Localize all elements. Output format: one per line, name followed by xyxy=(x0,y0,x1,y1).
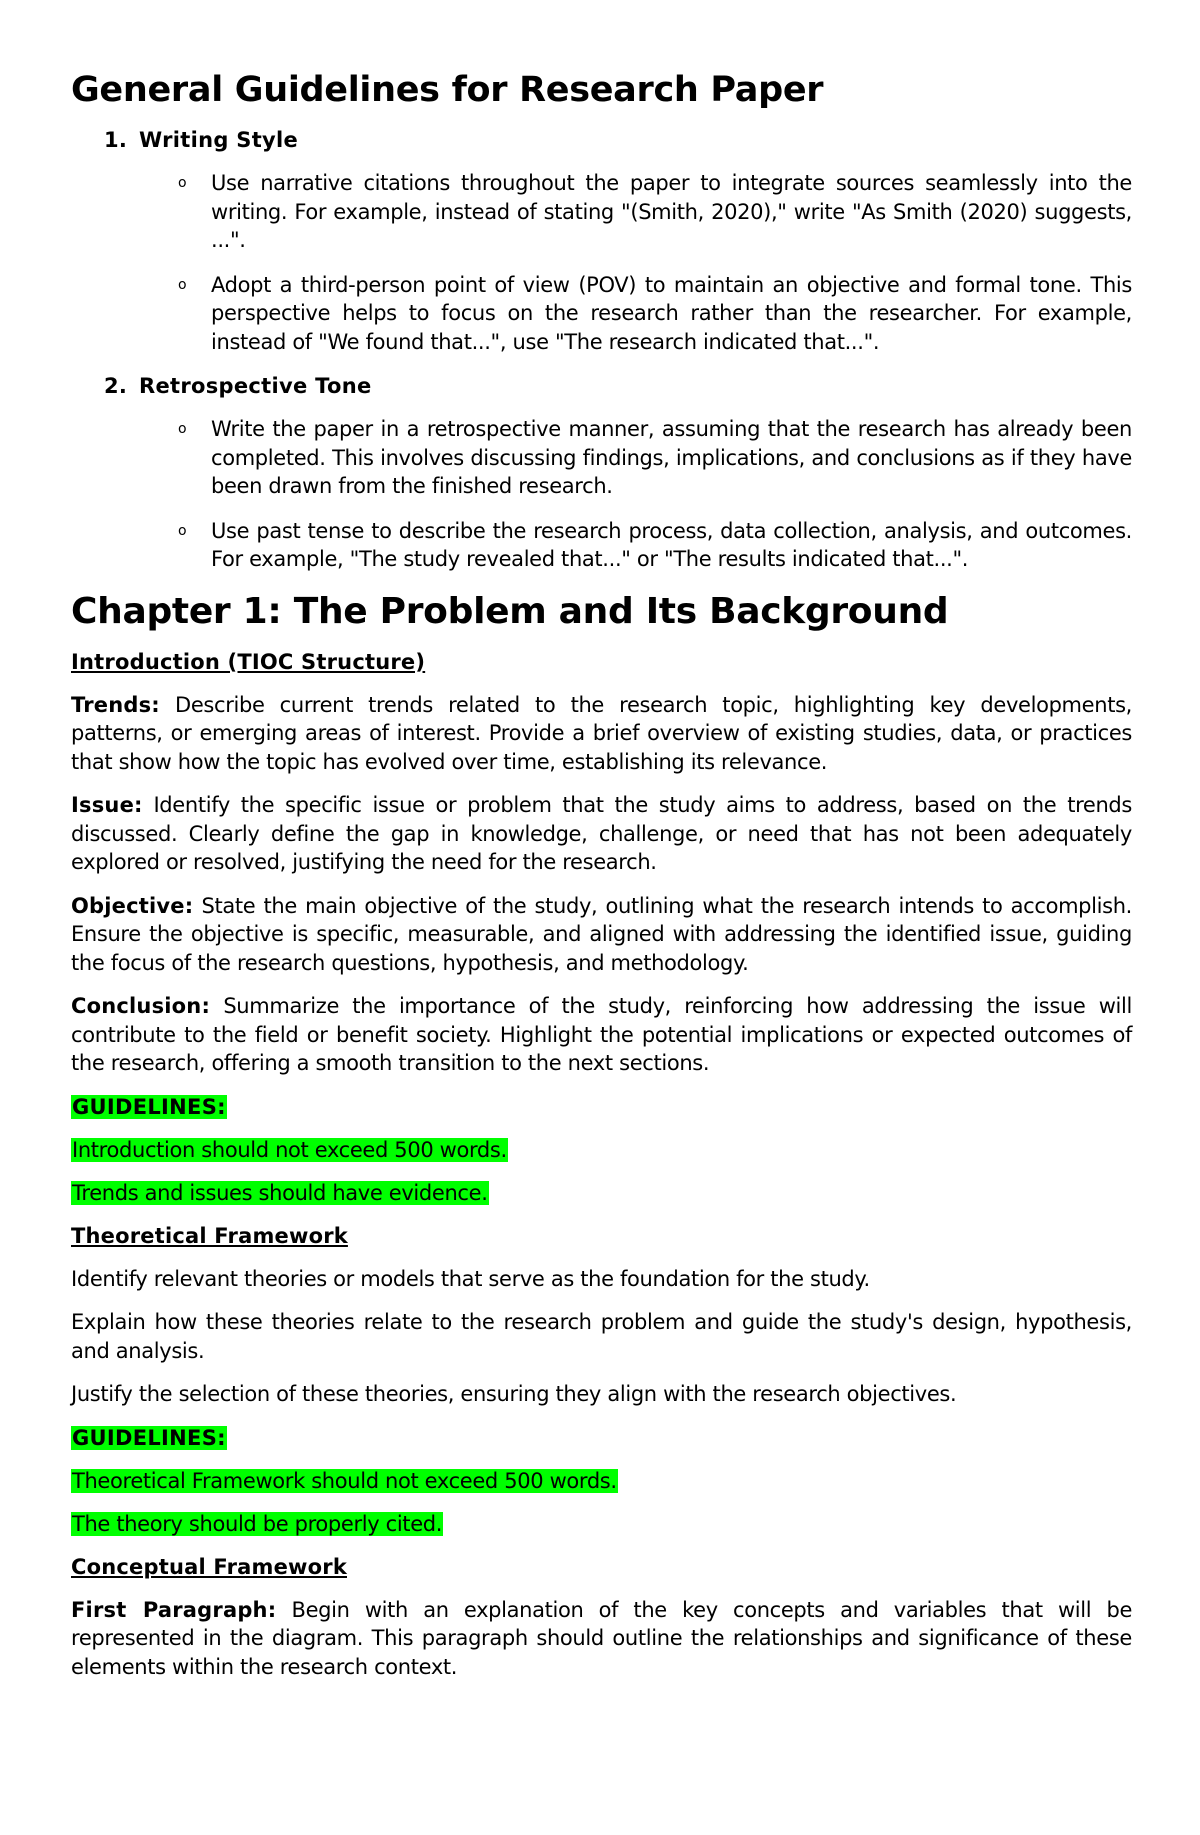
introduction-heading: Introduction (TIOC Structure) xyxy=(71,649,426,674)
guideline-highlight: Introduction should not exceed 500 words. xyxy=(72,1137,507,1162)
intro-guidelines-label-line xyxy=(71,1093,1132,1121)
guideline-highlight: The theory should be properly cited. xyxy=(72,1511,443,1536)
tioc-label: Issue: xyxy=(71,793,143,817)
tf-paragraph: Explain how these theories relate to the research problem and guide the study's design, hypothesis, and analysis. xyxy=(71,1310,1132,1363)
guideline-bullets xyxy=(71,169,1132,356)
guideline-heading xyxy=(104,372,1132,400)
list-item xyxy=(71,169,1132,255)
tf-guideline-line xyxy=(71,1510,1132,1538)
list-item xyxy=(71,517,1132,574)
tioc-label: Trends: xyxy=(71,692,160,717)
bullet-text: Adopt a third-person point of view (POV) to maintain an objective and formal tone. This perspective helps to focus on the research rather than the researcher. For example, instead of "We found that...", use "The research indicated that...". xyxy=(211,272,1132,354)
bullet-icon: o xyxy=(178,522,187,539)
guideline-highlight: Theoretical Framework should not exceed 500 words. xyxy=(72,1468,617,1493)
chapter-title: Chapter 1: The Problem and Its Background xyxy=(71,590,949,632)
tioc-trends xyxy=(71,691,1132,777)
guidelines-label: GUIDELINES: xyxy=(72,1425,226,1450)
guideline-heading xyxy=(104,126,1132,154)
tioc-label: Conclusion: xyxy=(71,994,211,1018)
bullet-text: Use narrative citations throughout the paper to integrate sources seamlessly into the writing. For example, instead of stating "(Smith, 2020)," write "As Smith (2020) suggests, ...". xyxy=(211,171,1132,252)
tioc-label: Objective: xyxy=(71,893,194,918)
guideline-bullets xyxy=(71,415,1132,574)
tioc-text: Identify the specific issue or problem that the study aims to address, based on the trends discussed. Clearly define the gap in knowledge, challenge, or need that has not been adequately explored or resolved, justifying the need for the research. xyxy=(71,793,1132,874)
tioc-text: Summarize the importance of the study, reinforcing how addressing the issue will contribute to the field or benefit society. Highlight the potential implications or expected outcomes of the research, offering a smooth transition to the next sections. xyxy=(71,994,1132,1075)
intro-guideline-line xyxy=(71,1179,1132,1207)
cf-label: First Paragraph: xyxy=(71,1597,277,1622)
guideline-number: 1. xyxy=(104,128,128,152)
list-item xyxy=(71,415,1132,501)
page-title: General Guidelines for Research Paper xyxy=(71,70,824,110)
bullet-icon: o xyxy=(178,421,187,437)
guideline-heading-text: Writing Style xyxy=(139,128,299,152)
tioc-text: Describe current trends related to the research topic, highlighting key developments, patterns, or emerging areas of interest. Provide a brief overview of existing studies, data, or practices that show how the topic has evolved over time, establishing its relevance. xyxy=(71,692,1132,774)
bullet-text: Use past tense to describe the research process, data collection, analysis, and outcomes. For example, "The study revealed that..." or "The results indicated that...". xyxy=(211,518,1132,571)
theoretical-framework-heading: Theoretical Framework xyxy=(71,1223,348,1248)
intro-guideline-line xyxy=(71,1136,1132,1164)
list-item xyxy=(71,271,1132,357)
tioc-conclusion xyxy=(71,992,1132,1078)
conceptual-framework-heading: Conceptual Framework xyxy=(71,1554,347,1579)
tioc-issue xyxy=(71,791,1132,877)
bullet-icon: o xyxy=(178,276,187,293)
guideline-item-retrospective-tone xyxy=(71,372,1132,574)
tf-paragraph: Justify the selection of these theories, ensuring they align with the research objectives. xyxy=(71,1382,957,1406)
guidelines-label: GUIDELINES: xyxy=(72,1094,226,1119)
tf-guidelines-label-line xyxy=(71,1424,1132,1452)
bullet-icon: o xyxy=(178,175,187,191)
bullet-text: Write the paper in a retrospective manner, assuming that the research has already been completed. This involves discussing findings, implications, and conclusions as if they have been drawn from the finished research. xyxy=(211,417,1132,498)
guideline-heading-text: Retrospective Tone xyxy=(139,374,372,398)
cf-text: Begin with an explanation of the key concepts and variables that will be represented in the diagram. This paragraph should outline the relationships and significance of these elements within the research context. xyxy=(71,1597,1133,1679)
guideline-item-writing-style xyxy=(71,126,1132,356)
general-guidelines-list xyxy=(71,126,1132,574)
cf-first-paragraph xyxy=(71,1596,1132,1682)
guideline-number: 2. xyxy=(104,374,128,398)
guideline-highlight: Trends and issues should have evidence. xyxy=(72,1180,488,1205)
tf-paragraph: Identify relevant theories or models that serve as the foundation for the study. xyxy=(71,1266,870,1291)
tioc-text: State the main objective of the study, outlining what the research intends to accomplish. Ensure the objective is specific, measurable, and aligned with addressing the identified issue, guiding the focus of the research questions, hypothesis, and methodology. xyxy=(71,893,1133,975)
tf-guideline-line xyxy=(71,1467,1132,1495)
tioc-objective xyxy=(71,892,1132,978)
